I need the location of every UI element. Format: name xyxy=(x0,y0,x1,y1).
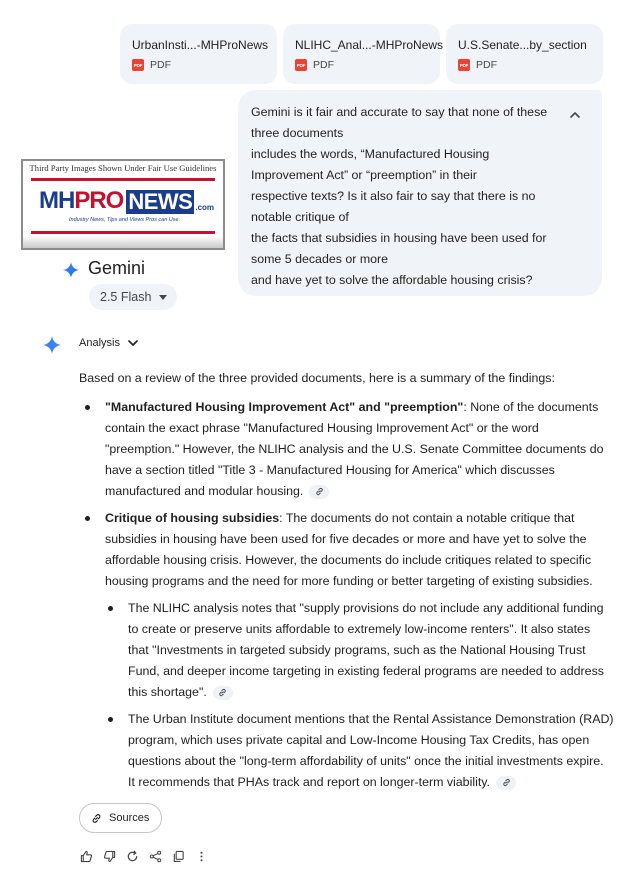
link-icon xyxy=(218,688,227,697)
pdf-file-icon: PDF xyxy=(132,59,144,71)
logo-tagline: Industry News, Tips and Views Pros can Use. xyxy=(69,217,181,223)
regenerate-button[interactable] xyxy=(125,849,140,864)
logo-wordmark xyxy=(39,188,214,214)
attachment-chip[interactable] xyxy=(120,24,277,84)
link-icon xyxy=(315,487,324,496)
attachment-type: PDF xyxy=(150,59,171,71)
share-button[interactable] xyxy=(148,849,163,864)
copy-button[interactable] xyxy=(171,849,186,864)
model-label: 2.5 Flash xyxy=(100,290,152,304)
response-intro: Based on a review of the three provided documents, here is a summary of the findings: xyxy=(79,371,555,385)
response-body xyxy=(79,368,624,799)
prompt-line: respective texts? Is it also fair to say that there is no xyxy=(251,189,536,203)
pdf-file-icon: PDF xyxy=(458,59,470,71)
attachment-name: U.S.Senate...by_section xyxy=(458,38,587,52)
share-icon xyxy=(149,850,162,863)
response-actions xyxy=(79,849,209,864)
bullet-heading: Critique of housing subsidies xyxy=(105,511,280,525)
logo-mh: MH xyxy=(39,187,75,214)
sources-button[interactable] xyxy=(79,803,162,833)
logo-pro: PRO xyxy=(74,187,124,214)
list-item: The Urban Institute document mentions that the Rental Assistance Demonstration (RAD) program, which uses private capital and Low-Income Housing Tax Credits, has open questions about the "long-term affordability of units" once the initial investments expire. It recommends that PHAs track and report on longer-term viability. xyxy=(79,709,624,793)
prompt-line: and have yet to solve the affordable housing crisis? xyxy=(251,273,533,287)
caret-down-icon xyxy=(159,295,167,300)
source-link-chip[interactable] xyxy=(496,776,516,790)
logo-red-bar xyxy=(31,178,215,181)
attachment-type: PDF xyxy=(313,59,334,71)
sources-label: Sources xyxy=(109,812,150,824)
user-prompt-bubble xyxy=(238,90,602,296)
logo-red-bar xyxy=(31,231,215,234)
prompt-line: some 5 decades or more xyxy=(251,252,389,266)
source-link-chip[interactable] xyxy=(309,485,329,499)
thumb-down-button[interactable] xyxy=(102,849,117,864)
chevron-up-icon[interactable] xyxy=(568,108,582,122)
logo-news: NEWS xyxy=(128,189,193,214)
prompt-line: Improvement Act” or “preemption” in their xyxy=(251,168,477,182)
thumb-up-button[interactable] xyxy=(79,849,94,864)
more-options-button[interactable] xyxy=(194,849,209,864)
thumb-up-icon xyxy=(80,850,93,863)
gemini-sparkle-icon xyxy=(43,336,61,354)
pdf-file-icon: PDF xyxy=(295,59,307,71)
prompt-line: Gemini is it fair and accurate to say that none of these xyxy=(251,105,548,119)
list-item: The NLIHC analysis notes that "supply provisions do not include any additional funding to create or preserve units affordable to extremely low-income renters". It also states that "Investments in targeted subsidy programs, such as the National Housing Trust Fund, and deeper income targeting in existing federal programs are needed to address this shortage". xyxy=(79,598,624,703)
logo-com: .com xyxy=(195,203,215,212)
attachment-name: UrbanInsti...-MHProNews xyxy=(132,38,269,52)
thumb-down-icon xyxy=(103,850,116,863)
attachment-chip[interactable] xyxy=(446,24,603,84)
prompt-line: the facts that subsidies in housing have been used for xyxy=(251,231,547,245)
more-vert-icon xyxy=(195,850,208,863)
link-icon xyxy=(91,813,102,824)
redo-icon xyxy=(126,850,139,863)
attachment-type: PDF xyxy=(476,59,497,71)
attachment-chip[interactable] xyxy=(283,24,444,84)
copy-icon xyxy=(172,850,185,863)
prompt-line: notable critique of xyxy=(251,210,349,224)
model-selector[interactable] xyxy=(89,284,177,310)
attachment-name: NLIHC_Anal...-MHProNews xyxy=(295,38,444,52)
list-item: "Manufactured Housing Improvement Act" and "preemption": None of the documents contain the exact phrase "Manufactured Housing Improvement Act" or the word "preemption." However, the NLIHC analysis and the U.S. Senate Committee documents do have a section titled "Title 3 - Manufactured Housing for America" which discusses manufactured and modular housing. xyxy=(79,397,624,502)
analysis-toggle[interactable] xyxy=(79,337,138,349)
gemini-sparkle-icon xyxy=(63,262,79,278)
link-icon xyxy=(502,778,511,787)
chevron-down-icon xyxy=(128,340,138,346)
analysis-label: Analysis xyxy=(79,337,120,349)
mhpronews-logo xyxy=(21,159,225,250)
prompt-line: includes the words, “Manufactured Housing xyxy=(251,147,490,161)
list-item: Critique of housing subsidies: The documents do not contain a notable critique that subsidies in housing have been used for five decades or more and have yet to solve the affordable housing crisis. However, the documents do include critiques related to specific housing programs and the need for more funding or better targeting of existing subsidies. xyxy=(79,508,624,592)
bullet-heading: "Manufactured Housing Improvement Act" and "preemption" xyxy=(105,400,464,414)
prompt-line: three documents xyxy=(251,126,344,140)
source-link-chip[interactable] xyxy=(213,686,233,700)
fair-use-caption: Third Party Images Shown Under Fair Use Guidelines xyxy=(29,163,217,173)
assistant-name: Gemini xyxy=(88,258,146,278)
